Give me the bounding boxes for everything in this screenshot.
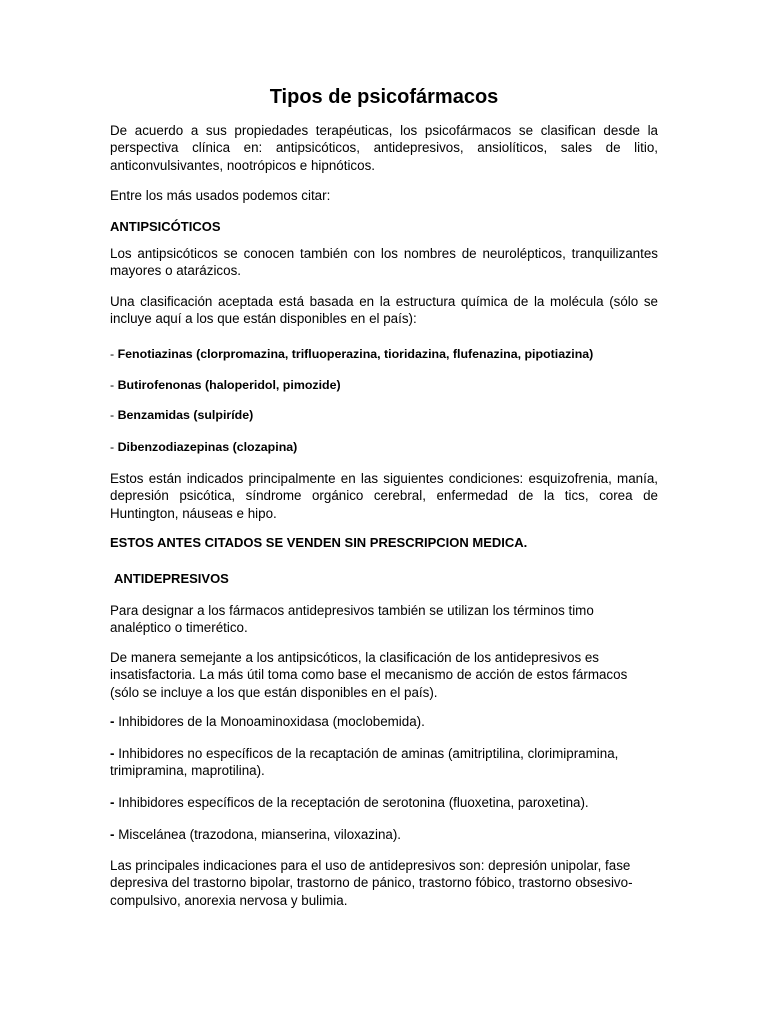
antidepressants-paragraph-1: Para designar a los fármacos antidepresivos también se utilizan los términos timo analéptico o timerético. — [110, 603, 594, 636]
antidepressants-item-3 — [110, 794, 658, 811]
antipsychotics-item-3 — [110, 407, 658, 424]
list-item-text: Benzamidas (sulpiríde) — [117, 408, 254, 422]
list-item-text: Inhibidores de la Monoaminoxidasa (moclobemida). — [118, 714, 425, 729]
list-dash: - — [110, 378, 115, 392]
list-dash: - — [110, 440, 115, 454]
list-dash: - — [110, 795, 115, 810]
antipsychotics-paragraph-2: Una clasificación aceptada está basada en la estructura química de la molécula (sólo se incluye aquí a los que están disponibles en el país): — [110, 294, 658, 327]
antipsychotics-item-2 — [110, 377, 658, 394]
antipsychotics-item-1 — [110, 346, 658, 363]
page-title: Tipos de psicofármacos — [269, 86, 499, 108]
antipsychotics-indications: Estos están indicados principalmente en las siguientes condiciones: esquizofrenia, manía, depresión psicótica, síndrome orgánico cerebral, enfermedad de la tics, corea de Huntington, náuseas e hipo. — [110, 471, 658, 521]
list-item-text: Miscelánea (trazodona, mianserina, viloxazina). — [118, 827, 402, 842]
antipsychotics-paragraph-1: Los antipsicóticos se conocen también con los nombres de neurolépticos, tranquilizantes mayores o atarázicos. — [110, 246, 658, 279]
list-item-text: Inhibidores no específicos de la recaptación de aminas (amitriptilina, clorimipramina, trimipramina, maprotilina). — [110, 746, 619, 779]
list-item-text: Inhibidores específicos de la receptación de serotonina (fluoxetina, paroxetina). — [118, 795, 589, 810]
list-dash: - — [110, 408, 115, 422]
antidepressants-paragraph-2: De manera semejante a los antipsicóticos, la clasificación de los antidepresivos es insatisfactoria. La más útil toma como base el mecanismo de acción de estos fármacos (sólo se incluye a los que están disponibles en el país). — [110, 650, 628, 700]
antipsychotics-item-4 — [110, 439, 658, 456]
list-dash: - — [110, 746, 115, 761]
antidepressants-heading: ANTIDEPRESIVOS — [114, 571, 229, 586]
antidepressants-item-1 — [110, 713, 658, 730]
prescription-notice: ESTOS ANTES CITADOS SE VENDEN SIN PRESCRIPCION MEDICA. — [110, 535, 528, 550]
list-item-text: Butirofenonas (haloperidol, pimozide) — [117, 378, 341, 392]
antipsychotics-heading: ANTIPSICÓTICOS — [110, 219, 221, 234]
antidepressants-item-2 — [110, 745, 658, 780]
antidepressants-item-4 — [110, 826, 658, 843]
most-used-paragraph: Entre los más usados podemos citar: — [110, 188, 331, 203]
intro-paragraph: De acuerdo a sus propiedades terapéuticas, los psicofármacos se clasifican desde la perspectiva clínica en: antipsicóticos, antidepresivos, ansiolíticos, sales de litio, anticonvulsivantes, nootrópicos e hipnóticos. — [110, 123, 658, 173]
list-dash: - — [110, 347, 115, 361]
list-item-text: Fenotiazinas (clorpromazina, trifluoperazina, tioridazina, flufenazina, pipotiazina) — [117, 347, 594, 361]
antidepressants-indications: Las principales indicaciones para el uso de antidepresivos son: depresión unipolar, fase depresiva del trastorno bipolar, trastorno de pánico, trastorno fóbico, trastorno obsesivo-compulsivo, anorexia nervosa y bulimia. — [110, 858, 633, 908]
list-item-text: Dibenzodiazepinas (clozapina) — [117, 440, 298, 454]
list-dash: - — [110, 714, 115, 729]
list-dash: - — [110, 827, 115, 842]
